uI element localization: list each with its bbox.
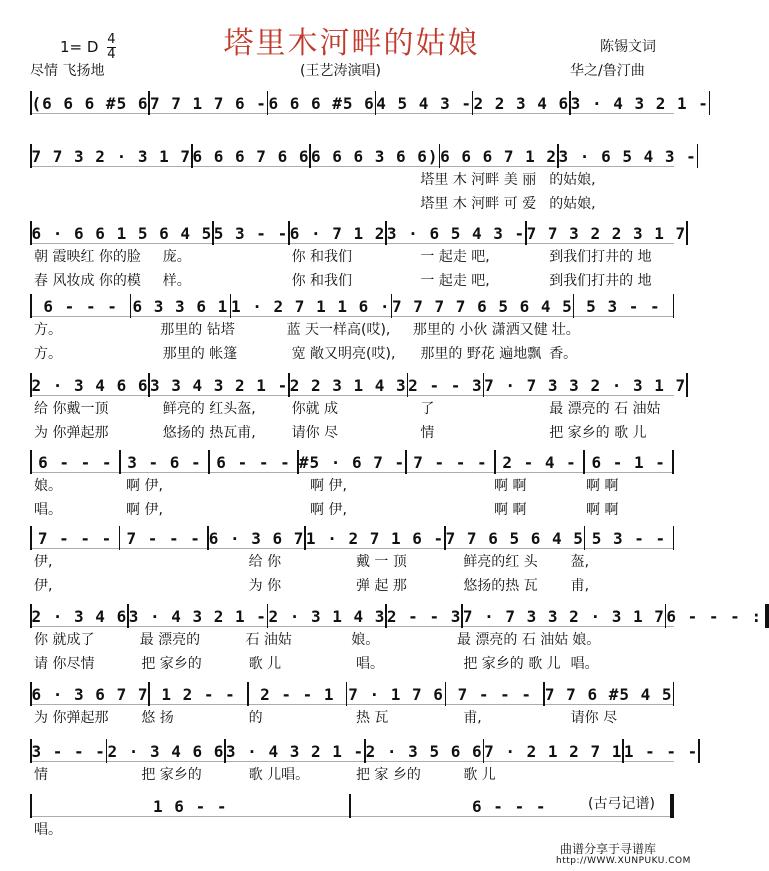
notes-row [30, 90, 709, 116]
measure: 2 · 3 1 4 3 [268, 606, 386, 626]
barline [673, 526, 675, 550]
lyric-cell: 唱。 [355, 656, 384, 672]
measure: 3 - - - [31, 741, 106, 761]
lyric-cell [288, 169, 417, 193]
lyric-cell: 情 [420, 425, 435, 441]
lyric-cell: 伊, [34, 554, 53, 570]
tempo-marking: 尽情 飞扬地 [30, 63, 105, 79]
lyric-cell: 给 你 [248, 554, 282, 570]
measure: 7 7 6 #5 4 5 [544, 684, 673, 704]
lyric-cell: 的姑娘, [549, 196, 596, 212]
lyric-cell: 宽 敞又明亮(哎), [291, 346, 396, 362]
measure: 6 - 1 - [591, 452, 666, 472]
measure: 7 7 7 7 6 5 6 4 5 [392, 296, 573, 316]
notes-row [30, 143, 697, 169]
score-system [30, 293, 674, 367]
lyric-cell: 庞。 [162, 249, 191, 265]
lyric-cell [137, 551, 244, 575]
measure: 6 · 3 6 7 7 [31, 684, 149, 704]
measure: 4 5 4 3 - [376, 93, 472, 113]
lyric-cell: 你 和我们 [291, 273, 353, 289]
lyric-cell [137, 116, 244, 140]
measure: 7 7 1 7 6 - [149, 93, 267, 113]
measure: 6 3 3 6 1 [132, 296, 229, 316]
time-top: 4 [107, 32, 116, 47]
lyric-cell: 方。 [34, 346, 62, 362]
lyric-cell: 啊 啊 [586, 502, 619, 518]
lyric-cell: 石 油姑 [245, 632, 292, 648]
barline [698, 739, 700, 763]
lyrics-row [30, 343, 674, 367]
lyric-cell [245, 116, 352, 140]
measure: 7 · 7 3 3 2 · 3 1 7 [484, 375, 687, 395]
measure: 2 - 4 - [502, 452, 577, 472]
measure: 3 · 4 3 2 1 - [570, 93, 709, 113]
lyric-cell: 蓝 天一样高(哎), [286, 322, 391, 338]
lyrics-row [30, 422, 674, 446]
measure: 6 - - - [38, 452, 113, 472]
lyric-cell: 唱。 [570, 656, 599, 672]
lyric-cell: 热 瓦 [355, 710, 389, 726]
barline [765, 604, 769, 628]
measure: 5 3 - - [213, 223, 289, 243]
lyric-cell: 壮。 [551, 322, 580, 338]
score-system [30, 372, 687, 446]
lyrics-row [30, 551, 674, 575]
lyric-cell: 戴 一 顶 [355, 554, 407, 570]
measure: #5 · 6 7 - [298, 452, 406, 472]
barline [709, 91, 711, 115]
lyric-cell [352, 116, 459, 140]
measure: 6 - - - [472, 796, 547, 816]
notes-row [30, 220, 687, 246]
lyrics-row [30, 398, 674, 422]
measure: 6 6 6 #5 6 [268, 93, 375, 113]
key-signature [60, 34, 116, 61]
measure: 6 - - - [43, 296, 118, 316]
lyric-cell [159, 193, 288, 217]
lyric-cell: 春 风妆成 你的模 [34, 273, 141, 289]
lyric-cell: 香。 [549, 346, 578, 362]
lyric-cell: 盔, [570, 554, 590, 570]
measure: 7 · 2 1 2 7 1 [484, 741, 623, 761]
page-title: 塔里木河畔的姑娘 [223, 26, 480, 61]
barline [670, 794, 674, 818]
lyric-cell [214, 499, 306, 523]
lyric-cell: 唱。 [34, 502, 62, 518]
lyric-cell: 悠 扬 [141, 710, 174, 726]
measure: 3 · 4 3 2 1 - [225, 741, 365, 761]
measure: 6 - - - : [666, 606, 763, 626]
measure: 6 - - - [216, 452, 291, 472]
lyric-cell: 甫, [463, 710, 482, 726]
lyric-cell: 悠扬的热 瓦 [463, 578, 538, 594]
lyric-cell: 请 你尽情 [34, 656, 95, 672]
measure: 6 6 6 7 1 2 [440, 146, 558, 166]
score-system [30, 738, 699, 788]
measure: 3 - 6 - [127, 452, 202, 472]
lyric-cell: 唱。 [34, 822, 62, 838]
lyric-cell: 歌 儿 [463, 767, 496, 783]
lyric-cell [30, 193, 159, 217]
lyrics-row [30, 629, 674, 653]
lyric-cell: 娘。 [351, 632, 380, 648]
lyric-cell: 为 你 [248, 578, 282, 594]
lyric-cell: 你 就成了 [34, 632, 95, 648]
measure: 5 3 - - [591, 528, 667, 548]
lyric-cell: 方。 [34, 322, 62, 338]
measure: 1 - - - [623, 741, 699, 761]
measure: 2 · 3 5 6 6 [365, 741, 483, 761]
measure: 6 · 3 6 7 [208, 528, 305, 548]
lyric-cell: 一 起走 吧, [420, 273, 490, 289]
lyric-cell: 娘。 [572, 632, 601, 648]
measure: 2 · 3 4 6 6 [107, 741, 225, 761]
lyric-cell: 你 和我们 [291, 249, 353, 265]
lyric-cell: 塔里 木 河畔 可 爱 [420, 196, 537, 212]
lyrics-row [30, 270, 674, 294]
score-system [30, 681, 674, 731]
measure: 3 3 4 3 2 1 - [149, 375, 289, 395]
lyrics-row [30, 169, 674, 193]
lyric-cell: 啊 啊 [494, 502, 527, 518]
lyric-cell: 样。 [162, 273, 191, 289]
barline [686, 221, 688, 245]
lyric-cell: 为 你弹起那 [34, 425, 109, 441]
barline [672, 450, 674, 474]
measure: 2 · 3 4 6 [31, 606, 128, 626]
lyric-cell [567, 116, 674, 140]
site-url: http://WWW.XUNPUKU.COM [556, 856, 691, 866]
time-bottom: 4 [107, 47, 116, 62]
notes-row [30, 372, 687, 398]
measure: 7 - - - [126, 528, 201, 548]
lyric-cell: 弹 起 那 [355, 578, 407, 594]
singer-credit: (王艺涛演唱) [300, 63, 381, 79]
lyric-cell: 那里的 小伙 潇洒又健 [412, 322, 548, 338]
measure: 2 - - 1 [260, 684, 335, 704]
key-text: 1= D [60, 38, 99, 56]
notes-row [30, 738, 699, 764]
lyric-cell: 到我们打井的 地 [549, 273, 652, 289]
lyric-cell: 给 你戴一顶 [34, 401, 109, 417]
lyric-cell: 你就 成 [291, 401, 339, 417]
measure: 2 - - 3 [386, 606, 462, 626]
lyricist-credit: 陈锡文词 [600, 39, 656, 55]
lyric-cell: 歌 儿 [248, 656, 282, 672]
score-system [30, 90, 709, 140]
lyric-cell: 把 家乡的 [141, 767, 202, 783]
lyric-cell: 到我们打井的 地 [549, 249, 652, 265]
lyric-cell: 啊 啊 [586, 478, 619, 494]
score-system [30, 793, 674, 843]
measure: 1 · 2 7 1 1 6 · [231, 296, 391, 316]
lyric-cell [30, 169, 159, 193]
lyric-cell: 朝 霞映红 你的脸 [34, 249, 141, 265]
measure: 6 · 6 6 1 5 6 4 5 [31, 223, 213, 243]
measure: 6 6 6 3 6 6) [310, 146, 439, 166]
score-system [30, 603, 763, 677]
measure: 7 - - - [413, 452, 488, 472]
lyric-cell: 鲜亮的 红头盔, [162, 401, 256, 417]
lyric-cell: 最 漂亮的 石 油姑 [456, 632, 569, 648]
lyrics-row [30, 116, 674, 140]
lyric-cell: 最 漂亮的 [139, 632, 201, 648]
score-system [30, 525, 674, 599]
lyric-cell: 最 漂亮的 石 油姑 [549, 401, 661, 417]
composer-credit: 华之/鲁汀曲 [570, 63, 645, 79]
score-system [30, 449, 674, 523]
lyric-cell [159, 169, 288, 193]
barline [673, 682, 675, 706]
lyric-cell: 为 你弹起那 [34, 710, 109, 726]
measure: 7 · 7 3 3 2 · 3 1 7 [462, 606, 665, 626]
lyric-cell: 把 家乡的 歌 儿 [463, 656, 561, 672]
measure: 6 · 7 1 2 [289, 223, 386, 243]
lyric-cell [30, 116, 137, 140]
measure: 1 6 - - [153, 796, 228, 816]
lyric-cell: 请你 尽 [570, 710, 618, 726]
measure: 7 7 3 2 · 3 1 7 [31, 146, 191, 166]
notes-row [30, 449, 674, 475]
lyric-cell [398, 499, 490, 523]
lyric-cell: 情 [34, 767, 48, 783]
lyric-cell: 一 起走 吧, [420, 249, 490, 265]
lyric-cell: 鲜亮的红 头 [463, 554, 538, 570]
lyric-cell: 啊 伊, [126, 478, 163, 494]
lyric-cell: 把 家乡的 [141, 656, 202, 672]
lyric-cell: 把 家 乡的 [355, 767, 421, 783]
lyric-cell: 歌 儿唱。 [248, 767, 310, 783]
lyric-cell: 伊, [34, 578, 53, 594]
lyrics-row [30, 764, 674, 788]
measure: 2 2 3 4 6 [473, 93, 570, 113]
measure: 7 7 6 5 6 4 5 [445, 528, 584, 548]
measure: (6 6 6 #5 6 [31, 93, 149, 113]
measure: 6 6 6 7 6 6 [192, 146, 310, 166]
lyric-cell: 啊 伊, [126, 502, 163, 518]
lyric-cell: 啊 伊, [310, 502, 347, 518]
lyric-cell: 了 [420, 401, 435, 417]
lyrics-row [30, 193, 674, 217]
lyric-cell: 的姑娘, [549, 172, 596, 188]
lyrics-row [30, 319, 674, 343]
lyric-cell: 那里的 帐篷 [162, 346, 238, 362]
time-signature [107, 34, 115, 61]
lyric-cell: 啊 啊 [494, 478, 527, 494]
lyric-cell: 啊 伊, [310, 478, 347, 494]
lyrics-row [30, 475, 674, 499]
barline [697, 144, 699, 168]
lyric-cell [214, 475, 306, 499]
lyric-cell: 甫, [570, 578, 590, 594]
barline [686, 373, 688, 397]
lyrics-row [30, 653, 674, 677]
lyrics-row [30, 707, 674, 731]
notes-row [30, 293, 674, 319]
lyric-cell [459, 116, 566, 140]
measure: 1 2 - - [161, 684, 236, 704]
lyric-cell [137, 575, 244, 599]
measure: 2 · 3 4 6 6 [31, 375, 149, 395]
score-system [30, 143, 697, 217]
lyric-cell: 塔里 木 河畔 美 丽 [420, 172, 537, 188]
lyric-cell [398, 475, 490, 499]
lyric-cell: 悠扬的 热瓦甫, [162, 425, 256, 441]
notes-row [30, 603, 763, 629]
measure: 5 3 - - [586, 296, 661, 316]
lyric-cell: 那里的 钻塔 [160, 322, 235, 338]
lyrics-row [30, 499, 674, 523]
lyric-cell: 把 家乡的 歌 儿 [549, 425, 647, 441]
notes-row [30, 681, 674, 707]
measure: 7 7 3 2 2 3 1 7 [526, 223, 687, 243]
measure: 7 - - - [457, 684, 532, 704]
notes-row [30, 793, 674, 819]
lyrics-row [30, 575, 674, 599]
lyric-cell: 娘。 [34, 478, 62, 494]
lyric-cell [567, 764, 674, 788]
lyric-cell: 那里的 野花 遍地飘 [420, 346, 542, 362]
measure: 3 · 6 5 4 3 - [386, 223, 526, 243]
lyric-cell: 请你 尽 [291, 425, 339, 441]
measure: 7 - - - [37, 528, 113, 548]
score-system [30, 220, 687, 294]
measure: 3 · 6 5 4 3 - [558, 146, 697, 166]
notes-row [30, 525, 674, 551]
lyric-cell: 的 [248, 710, 263, 726]
lyric-cell [288, 193, 417, 217]
measure: 3 · 4 3 2 1 - [128, 606, 267, 626]
measure: 7 · 1 7 6 [348, 684, 444, 704]
transcriber-note: (古弓记谱) [588, 796, 655, 812]
measure: 2 - - 3 [408, 375, 483, 395]
lyrics-row [30, 246, 674, 270]
measure: 1 · 2 7 1 6 - [305, 528, 445, 548]
site-credit: 曲谱分享于寻谱库 [560, 842, 657, 856]
barline [673, 294, 675, 318]
measure: 2 2 3 1 4 3 [289, 375, 407, 395]
